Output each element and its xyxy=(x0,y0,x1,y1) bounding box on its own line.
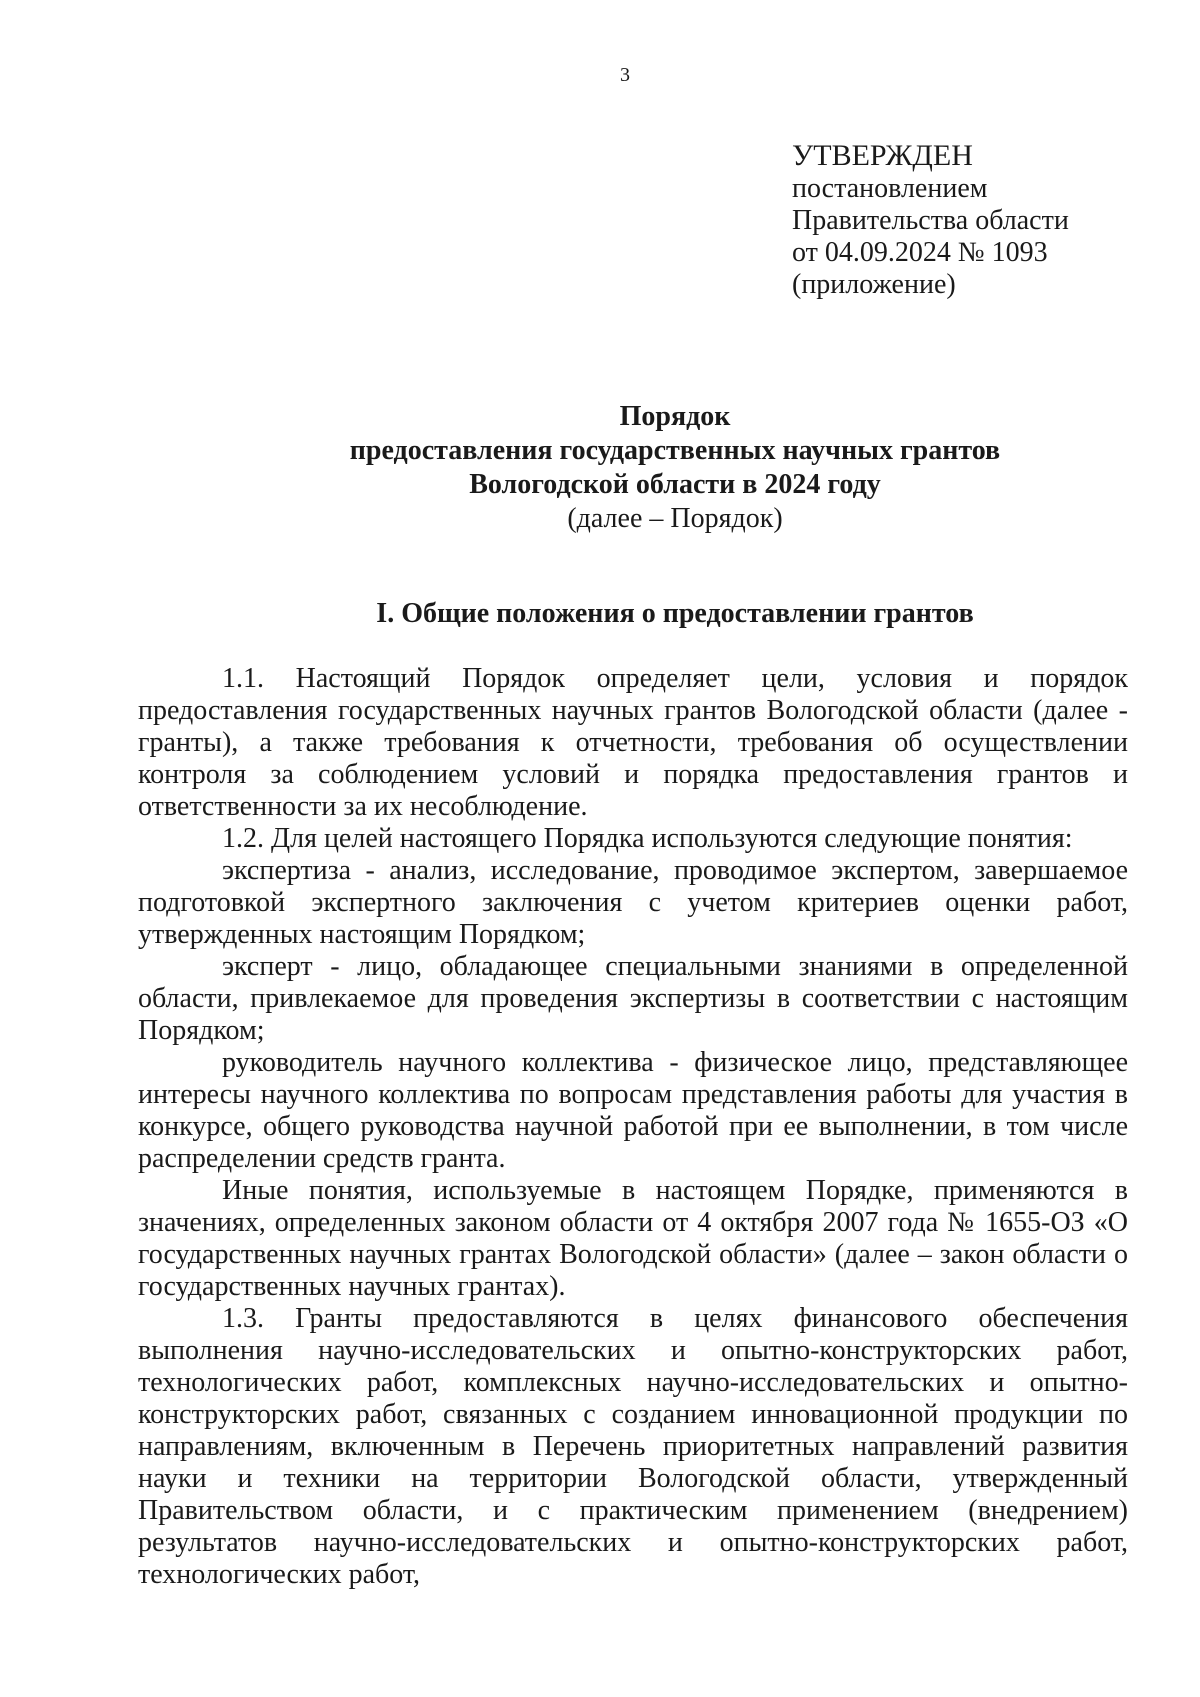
document-subtitle: (далее – Порядок) xyxy=(567,503,783,534)
approval-line: Правительства области xyxy=(792,205,1069,236)
title-line: предоставления государственных научных грантов xyxy=(349,435,1001,466)
paragraph: Иные понятия, используемые в настоящем Порядке, применяются в значениях, определенных законом области от 4 октября 2007 года № 1655-ОЗ «О государственных научных грантах Вологодской области» (далее – закон области о государственных научных грантах). xyxy=(138,1175,1128,1302)
approval-title: УТВЕРЖДЕН xyxy=(792,139,973,172)
paragraph: эксперт - лицо, обладающее специальными знаниями в определенной области, привлекаемое для проведения экспертизы в соответствии с настоящим Порядком; xyxy=(138,951,1128,1046)
document-title xyxy=(0,400,1200,536)
paragraph: 1.1. Настоящий Порядок определяет цели, условия и порядок предоставления государственных научных грантов Вологодской области (далее - гранты), а также требования к отчетности, требования об осуществлении контроля за соблюдением условий и порядка предоставления грантов и ответственности за их несоблюдение. xyxy=(138,663,1128,822)
approval-line: (приложение) xyxy=(792,269,956,300)
paragraph: руководитель научного коллектива - физическое лицо, представляющее интересы научного коллектива по вопросам представления работы для участия в конкурсе, общего руководства научной работой при ее выполнении, в том числе распределении средств гранта. xyxy=(138,1047,1128,1174)
section-heading: I. Общие положения о предоставлении грантов xyxy=(376,598,974,629)
paragraph: экспертиза - анализ, исследование, проводимое экспертом, завершаемое подготовкой экспертного заключения с учетом критериев оценки работ, утвержденных настоящим Порядком; xyxy=(138,855,1128,950)
approval-line: от 04.09.2024 № 1093 xyxy=(792,237,1048,268)
title-line: Порядок xyxy=(619,401,731,432)
paragraph: 1.3. Гранты предоставляются в целях финансового обеспечения выполнения научно-исследовательских и опытно-конструкторских работ, технологических работ, комплексных научно-исследовательских и опытно-конструкторских работ, связанных с созданием инновационной продукции по направлениям, включенным в Перечень приоритетных направлений развития науки и техники на территории Вологодской области, утвержденный Правительством области, и с практическим применением (внедрением) результатов научно-исследовательских и опытно-конструкторских работ, технологических работ, xyxy=(138,1303,1128,1590)
approval-line: постановлением xyxy=(792,173,988,204)
page-number: 3 xyxy=(620,64,630,86)
approval-stamp xyxy=(792,140,1069,301)
title-line: Вологодской области в 2024 году xyxy=(469,469,881,500)
body-text xyxy=(138,663,1128,1591)
paragraph: 1.2. Для целей настоящего Порядка используются следующие понятия: xyxy=(222,823,1073,854)
